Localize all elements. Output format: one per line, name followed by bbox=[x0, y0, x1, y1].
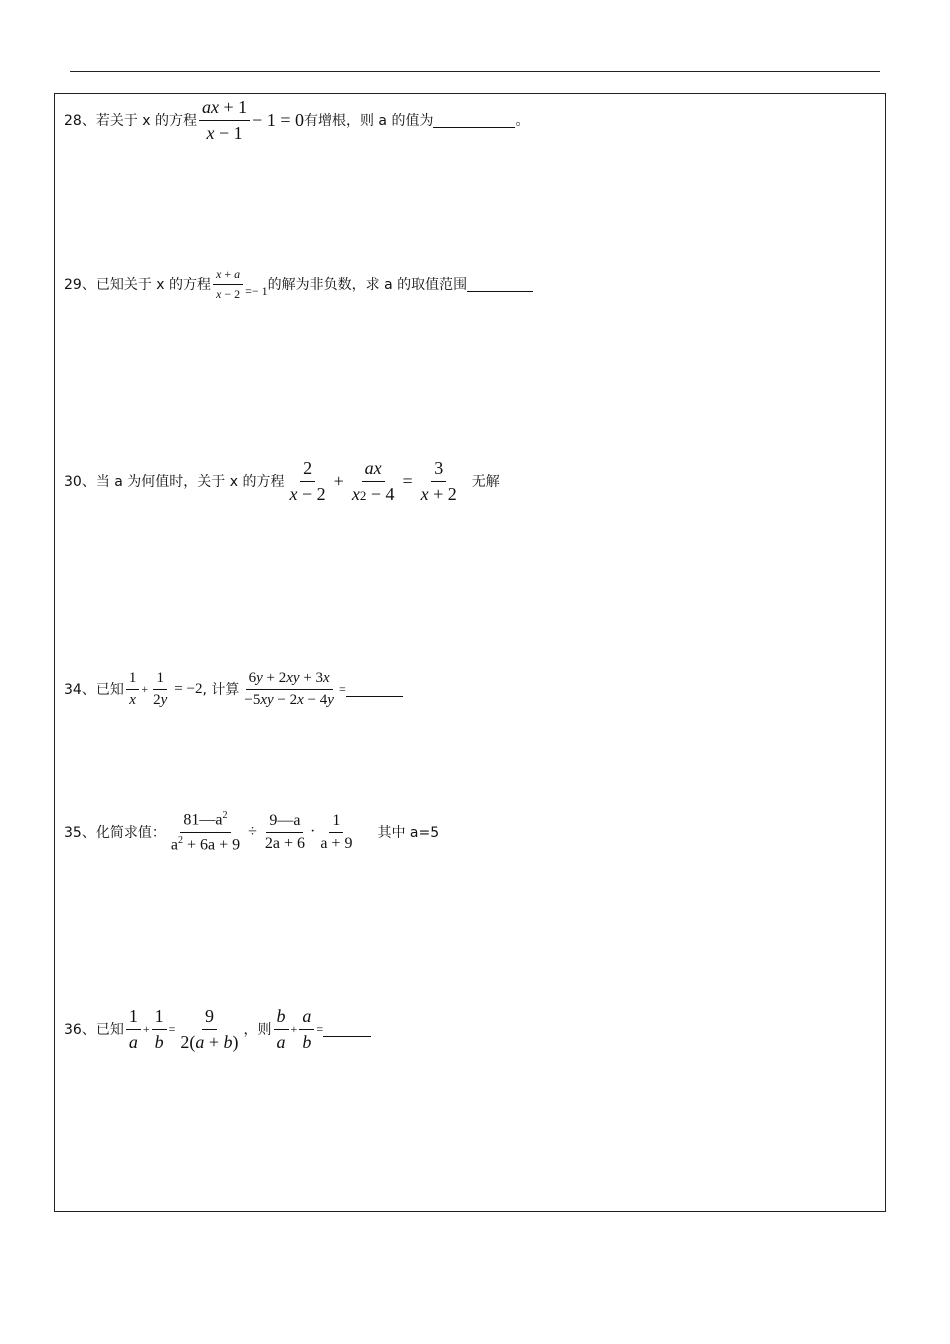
equation-rest: − 1 = 0 bbox=[252, 109, 304, 130]
question-text: 的解为非负数，求 a 的取值范围 bbox=[267, 277, 468, 293]
question-number: 34、 bbox=[64, 682, 96, 698]
question-text: 已知关于 x 的方程 bbox=[95, 277, 212, 293]
plus-sign: + bbox=[141, 681, 149, 696]
answer-blank[interactable] bbox=[323, 1022, 371, 1037]
question-34 bbox=[64, 665, 403, 713]
worksheet-box bbox=[54, 93, 886, 1212]
header-rule bbox=[70, 71, 880, 72]
answer-blank[interactable] bbox=[467, 277, 533, 292]
fraction: $\frac{ax + 1}{x - 1}$ bbox=[199, 97, 250, 144]
question-text: 有增根，则 a 的值为 bbox=[303, 113, 434, 129]
question-28 bbox=[64, 96, 529, 144]
question-number: 35、 bbox=[64, 825, 96, 841]
fraction: $\frac{1}{x}$ bbox=[126, 670, 140, 709]
question-number: 36、 bbox=[64, 1022, 96, 1038]
fraction: $\frac{ax}{x2 - 4}$ bbox=[351, 457, 395, 504]
divide-sign: ÷ bbox=[248, 823, 257, 840]
question-text: , 计算 bbox=[202, 682, 240, 698]
question-text: ，则 bbox=[243, 1022, 272, 1038]
answer-blank[interactable] bbox=[346, 682, 403, 697]
question-29 bbox=[64, 259, 533, 309]
equals-sign: = bbox=[402, 470, 413, 491]
question-text: 已知 bbox=[95, 682, 124, 698]
equals-sign: = bbox=[338, 681, 346, 696]
question-end: 。 bbox=[515, 113, 530, 129]
plus-sign: + bbox=[290, 1021, 298, 1036]
fraction: $\frac{6y + 2xy + 3x}{-5xy - 2x - 4y}$ bbox=[244, 669, 334, 708]
fraction: $\frac{1}{b}$ bbox=[152, 1006, 167, 1053]
equation-rest: =− 1 bbox=[245, 283, 268, 298]
question-number: 30、 bbox=[64, 474, 96, 490]
equals-sign: = bbox=[168, 1021, 176, 1036]
fraction: $\frac{a}{b}$ bbox=[299, 1006, 314, 1053]
question-text: 若关于 x 的方程 bbox=[95, 113, 198, 129]
fraction: $\frac{81—a^2}{a^2 + 6a + 9}$ bbox=[170, 810, 241, 853]
dot-sign: · bbox=[310, 823, 316, 840]
fraction: $\frac{2}{x - 2}$ bbox=[289, 457, 326, 504]
question-text: 当 a 为何值时，关于 x 的方程 bbox=[95, 474, 285, 490]
question-text: 化简求值： bbox=[95, 825, 166, 841]
plus-sign: + bbox=[142, 1021, 150, 1036]
fraction: $\frac{1}{2y}$ bbox=[153, 669, 168, 708]
fraction: $\frac{1}{a}$ bbox=[126, 1006, 141, 1053]
fraction: $\frac{1}{a + 9}$ bbox=[320, 811, 353, 852]
question-text: 已知 bbox=[95, 1022, 124, 1038]
equation-rest: = −2 bbox=[174, 680, 203, 697]
fraction: $\frac{3}{x + 2}$ bbox=[420, 457, 457, 504]
question-text: 其中 a=5 bbox=[377, 825, 440, 841]
question-number: 29、 bbox=[64, 277, 96, 293]
question-36 bbox=[64, 1000, 371, 1058]
question-30 bbox=[64, 456, 500, 506]
question-number: 28、 bbox=[64, 113, 96, 129]
fraction: $\frac{b}{a}$ bbox=[274, 1006, 289, 1053]
equals-sign: = bbox=[316, 1021, 324, 1036]
fraction: $\frac{x + a}{x - 2}$ bbox=[213, 267, 243, 302]
answer-blank[interactable] bbox=[433, 113, 515, 128]
fraction: $\frac{9}{2(a + b)}$ bbox=[180, 1005, 239, 1052]
fraction: $\frac{9—a}{2a + 6}$ bbox=[264, 811, 305, 852]
plus-sign: + bbox=[333, 470, 344, 491]
question-35 bbox=[64, 808, 439, 856]
question-text: 无解 bbox=[471, 474, 500, 490]
